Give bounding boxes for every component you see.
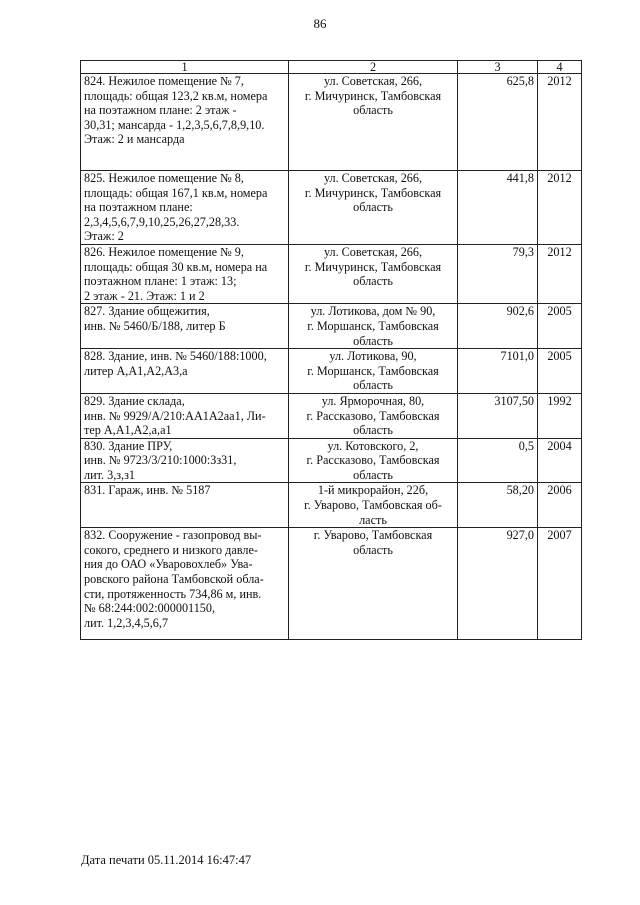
table-row — [81, 304, 582, 349]
table-header — [81, 61, 582, 74]
year-cell: 2005 — [538, 304, 582, 349]
object-name-cell — [81, 438, 289, 483]
area-cell: 3107,50 — [458, 393, 538, 438]
page-number: 86 — [313, 16, 327, 31]
address-line: ул. Лотикова, дом № 90, — [310, 304, 436, 319]
year-cell: 2012 — [538, 244, 582, 303]
address-line: ул. Советская, 266, — [323, 74, 423, 88]
object-name-cell — [81, 349, 289, 394]
object-name-line: 832. Сооружение - газопровод вы- — [84, 528, 262, 543]
address-line: область — [353, 103, 393, 118]
object-name-line: площадь: общая 167,1 кв.м, номера — [84, 185, 268, 200]
year-cell: 1992 — [538, 393, 582, 438]
address-line: область — [353, 200, 393, 215]
object-name-line: Этаж: 2 и мансарда — [84, 132, 185, 147]
area-cell: 625,8 — [458, 74, 538, 171]
address-line: ул. Советская, 266, — [323, 244, 423, 259]
object-name-line: сти, протяженность 734,86 м, инв. — [84, 586, 262, 601]
object-name-line: лит. 1,2,3,4,5,6,7 — [84, 615, 169, 630]
object-name-line: 830. Здание ПРУ, — [84, 438, 173, 453]
table-row — [81, 438, 582, 483]
year-cell: 2005 — [538, 349, 582, 394]
object-name-line: площадь: общая 30 кв.м, номера на — [84, 259, 268, 274]
table-body — [81, 74, 582, 640]
object-name-line: 824. Нежилое помещение № 7, — [84, 74, 244, 88]
object-name-line: 829. Здание склада, — [84, 393, 185, 408]
object-name-line: лит. 3,з,з1 — [84, 467, 136, 482]
object-name-line: литер А,А1,А2,А3,а — [84, 363, 188, 378]
object-name-line: на поэтажном плане: 2 этаж - — [84, 103, 237, 118]
address-line: 1-й микрорайон, 22б, — [317, 483, 429, 498]
address-line: область — [353, 542, 393, 557]
object-name-cell — [81, 528, 289, 640]
object-name-line: на поэтажном плане: — [84, 200, 193, 215]
address-line: ул. Лотикова, 90, — [329, 349, 417, 364]
object-name-cell — [81, 304, 289, 349]
property-registry-table — [80, 60, 582, 640]
object-name-line: инв. № 9723/3/210:1000:Зз31, — [84, 453, 237, 468]
address-line: г. Мичуринск, Тамбовская — [304, 88, 442, 103]
address-line: область — [353, 274, 393, 289]
area-cell: 441,8 — [458, 171, 538, 245]
area-cell: 7101,0 — [458, 349, 538, 394]
address-cell — [289, 349, 458, 394]
address-line: область — [353, 333, 393, 348]
area-cell: 79,3 — [458, 244, 538, 303]
object-name-line: 825. Нежилое помещение № 8, — [84, 171, 244, 185]
object-name-line: сокого, среднего и низкого давле- — [84, 542, 258, 557]
object-name-line: № 68:244:002:000001150, — [84, 601, 216, 616]
object-name-cell — [81, 171, 289, 245]
column-header-3: 3 — [458, 61, 538, 74]
address-line: область — [353, 467, 393, 482]
object-name-line: 30,31; мансарда - 1,2,3,5,6,7,8,9,10. — [84, 117, 265, 132]
address-line: г. Уварово, Тамбовская — [313, 528, 433, 543]
address-line: ул. Советская, 266, — [323, 171, 423, 185]
area-cell: 927,0 — [458, 528, 538, 640]
print-date: Дата печати 05.11.2014 16:47:47 — [81, 853, 252, 867]
table-row — [81, 528, 582, 640]
address-line: г. Рассказово, Тамбовская — [306, 408, 440, 423]
table-row — [81, 483, 582, 528]
year-cell: 2012 — [538, 74, 582, 171]
object-name-line: 827. Здание общежития, — [84, 304, 210, 319]
object-name-line: тер А,А1,А2,а,а1 — [84, 423, 172, 438]
table-row — [81, 244, 582, 303]
year-cell: 2006 — [538, 483, 582, 528]
object-name-line: Этаж: 2 — [84, 229, 124, 244]
address-line: ласть — [359, 512, 387, 527]
year-cell: 2007 — [538, 528, 582, 640]
area-cell: 0,5 — [458, 438, 538, 483]
column-header-1: 1 — [81, 61, 289, 74]
address-line: г. Рассказово, Тамбовская — [306, 453, 440, 468]
address-cell — [289, 528, 458, 640]
address-cell — [289, 393, 458, 438]
object-name-line: ровского района Тамбовской обла- — [84, 572, 264, 587]
address-line: г. Моршанск, Тамбовская — [307, 363, 439, 378]
year-cell: 2004 — [538, 438, 582, 483]
object-name-line: 831. Гараж, инв. № 5187 — [84, 483, 211, 498]
address-line: г. Мичуринск, Тамбовская — [304, 185, 442, 200]
address-line: г. Моршанск, Тамбовская — [307, 318, 439, 333]
object-name-cell — [81, 393, 289, 438]
object-name-line: поэтажном плане: 1 этаж: 13; — [84, 274, 237, 289]
object-name-line: 828. Здание, инв. № 5460/188:1000, — [84, 349, 267, 364]
area-cell: 902,6 — [458, 304, 538, 349]
object-name-cell — [81, 74, 289, 171]
object-name-line: инв. № 9929/А/210:АА1А2аа1, Ли- — [84, 408, 266, 423]
address-cell — [289, 483, 458, 528]
object-name-line: инв. № 5460/Б/188, литер Б — [84, 318, 226, 333]
table-row — [81, 74, 582, 171]
object-name-cell — [81, 483, 289, 528]
table-row — [81, 171, 582, 245]
address-line: ул. Котовского, 2, — [327, 438, 419, 453]
area-cell: 58,20 — [458, 483, 538, 528]
address-cell — [289, 244, 458, 303]
address-line: область — [353, 378, 393, 393]
table-row — [81, 393, 582, 438]
header-row — [81, 61, 582, 74]
address-line: область — [353, 423, 393, 438]
address-cell — [289, 171, 458, 245]
object-name-line: 826. Нежилое помещение № 9, — [84, 244, 244, 259]
object-name-line: 2 этаж - 21. Этаж: 1 и 2 — [84, 288, 205, 303]
object-name-cell — [81, 244, 289, 303]
object-name-line: 2,3,4,5,6,7,9,10,25,26,27,28,33. — [84, 214, 240, 229]
column-header-2: 2 — [289, 61, 458, 74]
address-line: г. Уварово, Тамбовская об- — [304, 498, 442, 513]
address-cell — [289, 304, 458, 349]
table-row — [81, 349, 582, 394]
address-line: ул. Ярморочная, 80, — [321, 393, 425, 408]
object-name-line: ния до ОАО «Уваровохлеб» Ува- — [84, 557, 253, 572]
address-cell — [289, 438, 458, 483]
object-name-line: площадь: общая 123,2 кв.м, номера — [84, 88, 268, 103]
address-cell — [289, 74, 458, 171]
column-header-4: 4 — [538, 61, 582, 74]
year-cell: 2012 — [538, 171, 582, 245]
address-line: г. Мичуринск, Тамбовская — [304, 259, 442, 274]
